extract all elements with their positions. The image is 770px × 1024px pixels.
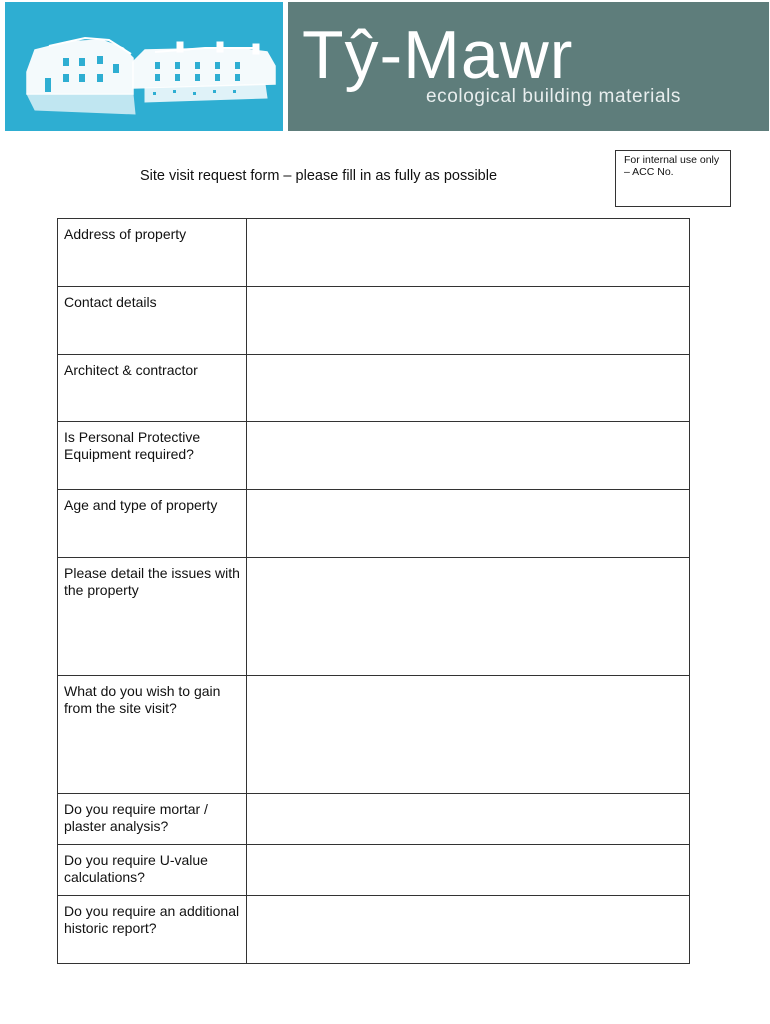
form-row-ppe xyxy=(58,422,690,490)
brand-tagline: ecological building materials xyxy=(426,86,682,107)
row-label: Please detail the issues with the property xyxy=(58,558,247,676)
u-value-field[interactable] xyxy=(247,845,689,887)
form-row-address xyxy=(58,219,690,287)
gain-field-cell[interactable] xyxy=(247,676,690,794)
gain-field[interactable] xyxy=(247,676,689,718)
form-row-contact xyxy=(58,287,690,355)
row-label: Do you require mortar / plaster analysis? xyxy=(58,794,247,845)
row-label: Contact details xyxy=(58,287,247,355)
form-row-u-value xyxy=(58,845,690,896)
contact-field[interactable] xyxy=(247,287,689,329)
contact-field-cell[interactable] xyxy=(247,287,690,355)
form-row-age-type xyxy=(58,490,690,558)
mortar-field[interactable] xyxy=(247,794,689,836)
row-label: Do you require U-value calculations? xyxy=(58,845,247,896)
issues-field-cell[interactable] xyxy=(247,558,690,676)
acc-no-label: – ACC No. xyxy=(624,166,674,178)
issues-field[interactable] xyxy=(247,558,689,600)
site-visit-form-table xyxy=(57,218,690,964)
internal-use-label: For internal use only xyxy=(624,154,720,166)
mortar-field-cell[interactable] xyxy=(247,794,690,845)
row-label: Address of property xyxy=(58,219,247,287)
row-label: Age and type of property xyxy=(58,490,247,558)
form-row-issues xyxy=(58,558,690,676)
internal-use-box xyxy=(615,150,731,207)
u-value-field-cell[interactable] xyxy=(247,845,690,896)
row-label: Architect & contractor xyxy=(58,355,247,422)
form-row-historic xyxy=(58,896,690,964)
form-row-mortar xyxy=(58,794,690,845)
address-field-cell[interactable] xyxy=(247,219,690,287)
ppe-field[interactable] xyxy=(247,422,689,464)
row-label: Is Personal Protective Equipment required? xyxy=(58,422,247,490)
form-title: Site visit request form – please fill in as fully as possible xyxy=(140,168,498,184)
form-row-gain xyxy=(58,676,690,794)
historic-field-cell[interactable] xyxy=(247,896,690,964)
row-label: Do you require an additional historic report? xyxy=(58,896,247,964)
logo-house-panel xyxy=(5,2,283,131)
house-illustration-icon xyxy=(5,2,283,131)
logo-brand-panel xyxy=(288,2,769,131)
historic-field[interactable] xyxy=(247,896,689,938)
age-type-field-cell[interactable] xyxy=(247,490,690,558)
form-row-architect xyxy=(58,355,690,422)
architect-field-cell[interactable] xyxy=(247,355,690,422)
age-type-field[interactable] xyxy=(247,490,689,532)
architect-field[interactable] xyxy=(247,355,689,397)
ppe-field-cell[interactable] xyxy=(247,422,690,490)
brand-name: Tŷ-Mawr xyxy=(302,17,574,93)
address-field[interactable] xyxy=(247,219,689,261)
row-label: What do you wish to gain from the site visit? xyxy=(58,676,247,794)
